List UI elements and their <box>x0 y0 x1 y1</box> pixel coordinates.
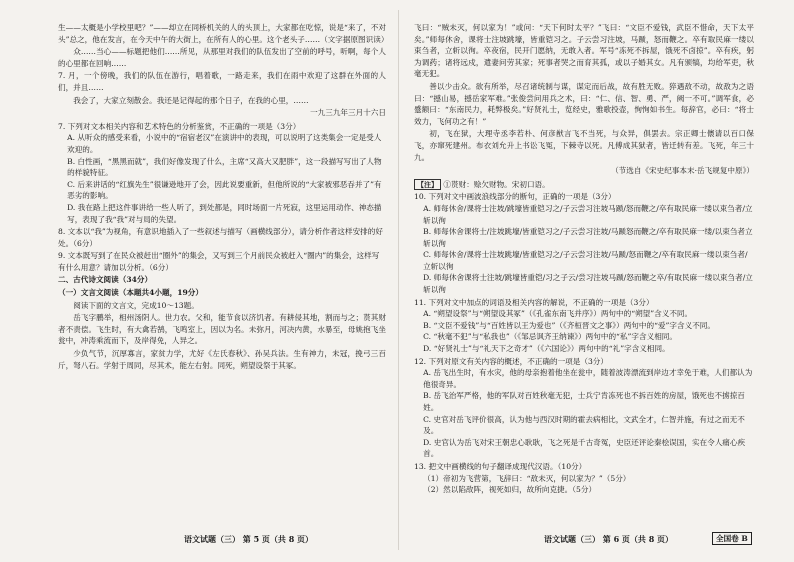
question-11: 11. 下列对文中加点的词语及相关内容的解说，不正确的一项是（3分） <box>414 297 654 307</box>
q7-option-b: B. 白性画，“黑黑而就”，我们好像发现了什么，主席“又高大又肥胖”，这一段描写写出了人物的样貌特征。 <box>67 156 382 178</box>
q10-option-c: C. 师每休舍/课将士注坡跳壕/皆重铠习之/子云尝习注坡/马踬/怒而鞭之/卒有取民麻一缕以束刍者/立斩以徇 <box>423 250 748 271</box>
question-12: 12. 下列对原文有关内容的概述，不正确的一项是（3分） <box>414 356 608 366</box>
question-9: 9. 文本既写到了在民众被赶出“圈外”的集会，又写到三个月前民众被赶入“圈内”的集会，这样写有什么用意？请加以分析。（6分） <box>58 251 380 272</box>
classical-passage: 初，飞在狱，大理寺丞李若朴、何彦猷言飞不当死，与众异，俱罢去。宗正卿士㒟请以百口保飞，亦窜死建州。布衣刘允升上书讼飞冤，下棘寺以死。凡傅成其狱者，皆迁转有差。飞死，年三十九。 <box>414 129 754 162</box>
q13-item-2: （2）然以陷敌阵，视死如归，故所向克捷。（5分） <box>423 485 597 495</box>
passage-source: （节选自《宋史纪事本末·岳飞规复中原》） <box>611 166 754 176</box>
question-7: 7. 下列对文本相关内容和艺术特色的分析鉴赏，不正确的一项是（3分） <box>58 121 301 131</box>
q10-option-a: A. 师每休舍/课将士注坡/跳壕皆重铠习之/子云尝习注坡马踬/怒而鞭之/卒有取民麻一缕以束刍者/立斩以徇 <box>423 203 753 225</box>
story-paragraph: 众……当心——标题把他们……所见，从那里对我们的队伍发出了空前的呼号，听啊，每个人的心里都在回响…… <box>58 47 386 68</box>
q11-option-b: B. “文臣不爱钱”与“百姓皆以王为爱也”（《齐桓晋文之事》）两句中的“爱”字含义不同。 <box>423 320 715 330</box>
annotation-text: ①贳财：赊欠财物。宋初口语。 <box>443 179 550 189</box>
exam-version-badge: 全国卷 B <box>712 532 752 545</box>
q12-option-a: A. 岳飞出生时，有水灾，他的母亲抱着他坐在瓮中，随着波涛漂流到岸边才幸免于难，人们都认为他很奇异。 <box>423 368 753 389</box>
story-paragraph: 7. 月，一个傍晚，我们的队伍在游行，唱着歌，一路走来，我们在雨中欢迎了这群在外面的人们，并且…… <box>58 71 386 92</box>
q12-option-b: B. 岳飞治军严格，他的军队对百姓秋毫无犯，士兵宁肯冻死也不拆百姓的房屋，饿死也不掳掠百姓。 <box>423 391 745 412</box>
q7-option-c: C. 后来讲话的“红旗先生”很谦逊地开了会，因此说要重新，但他所说的“大家被邪恶吞并了”有恶劣的影响。 <box>67 179 382 201</box>
q7-option-d: D. 我在路上把这件事讲给一些人听了，到处都是，同时场面一片死寂，这里运用动作、神态描写，表现了我“我”对与局的失望。 <box>67 202 382 224</box>
classical-passage: 飞曰：“贼未灭，何以家为！”或问：“天下何时太平？”飞曰：“文臣不爱钱，武臣不惜命，天下太平矣。”师每休舍，课将士注坡跳壕，皆重铠习之。子云尝习注坡，马踬，怒而鞭之。卒有取民麻一缕以束刍者，立斩以徇。卒夜宿，民开门愿纳，无敢入者。军号“冻死不拆屋，饿死不卤掠”。卒有疾，躬为调药；诸将远戍，遣妻问劳其家；死事者哭之而育其孤，或以子婚其女。凡有颁犒，均给军吏，秋毫无犯。 <box>414 23 754 79</box>
q11-option-d: D. “好贤礼士”与“礼天下之奇才”（《六国论》）两句中的“礼”字含义相同。 <box>423 344 670 354</box>
q11-option-a: A. “朔望设祭”与“朔望设其冢”（《孔雀东南飞并序》）两句中的“朔望”含义不同。 <box>423 309 693 319</box>
q12-option-d: D. 史官认为岳飞对宋王朝忠心耿耿，飞之死是千古奇冤，史臣还评论秦桧误国，实在令人痛心疾首。 <box>423 437 746 459</box>
section-heading-classical: 二、古代诗文阅读（34分） <box>58 275 153 285</box>
question-8: 8. 文本以“我”为视角，有意识地插入了一些叙述与描写（画横线部分），请分析作者这样安排的好处。（6分） <box>58 227 383 248</box>
q12-option-c: C. 史官对岳飞评价很高，认为他与西汉时期的霍去病相比，文武全才，仁智并施，有过之而无不及。 <box>423 414 745 436</box>
question-13: 13. 把文中画横线的句子翻译成现代汉语。（10分） <box>414 461 587 471</box>
page-fold-divider <box>398 10 399 550</box>
left-page-column <box>58 22 389 372</box>
q10-option-b: B. 师每休舍课将士/注坡跳壕/皆重铠习之/子云尝习注坡/马踬怒而鞭之/卒有取民麻一缕/以束刍者立斩以徇 <box>423 227 753 248</box>
story-paragraph: 生——太概是小学校里吧？”——却立在同桥机关的人的头顶上，大家都在吃惊，说是“来了，不对头”总之，他在发言，在今天中午的大街上，在所有人的心里。这个老头子……（文字据原图识读） <box>58 23 389 44</box>
q10-option-d: D. 师每休舍课将士注坡/跳壕皆重铠/习之子云/尝习注坡马踬/怒而鞭之卒/有取民麻一缕以束刍者/立斩以徇 <box>423 273 753 295</box>
classical-passage: 善以少击众。欲有所举，尽召诸统制与谋，谋定而后战，故有胜无败。猝遇敌不动，故敌为之语曰：“撼山易，撼岳家军难。”张俊尝问用兵之术，曰：“仁、信、智、勇、严，阙一不可。”调军食，必蹙额曰：“东南民力，耗弊极矣。”好贤礼士，览经史，雅歌投壶，恂恂如书生。每辞官，必曰：“将士效力，飞何功之有！” <box>414 81 754 126</box>
q13-item-1: （1）帝初为飞营第，飞辞曰：“敌未灭，何以家为？”（5分） <box>423 473 631 483</box>
classical-passage: 岳飞字鹏举，相州汤阴人。世力农。父和，能节食以济饥者。有耕侵其地，割而与之；贳其财者不责偿。飞生时，有大禽若鹄，飞鸣室上，因以为名。未弥月，河决内黄，水暴至，母姚抱飞坐瓮中，冲涛乘流而下，及岸得免，人异之。 <box>58 313 386 346</box>
q11-option-c: C. “秋毫不犯”与“私我也”（《邹忌讽齐王纳谏》）两句中的“私”字含义相同。 <box>423 332 677 342</box>
reading-instruction: 阅读下面的文言文，完成10～13题。 <box>73 300 199 310</box>
subsection-heading-wenyan: （一）文言文阅读（本题共4小题，19分） <box>58 288 203 298</box>
annotation <box>414 179 754 191</box>
right-page-column <box>414 22 754 496</box>
footer-page-5: 语文试题（三） 第 5 页（共 8 页） <box>184 534 314 544</box>
footer-page-6: 语文试题（三） 第 6 页（共 8 页） <box>544 534 674 544</box>
story-date: 一九三九年三月十六日 <box>310 108 386 118</box>
classical-passage: 少负气节，沉厚寡言，家贫力学，尤好《左氏春秋》、孙吴兵法。生有神力，未冠，挽弓三百斤，弩八石。学射于周同，尽其术，能左右射。同死，朔望设祭于其冢。 <box>58 349 386 370</box>
annotation-label: 【注】 <box>414 179 441 190</box>
question-10: 10. 下列对文中画波浪线部分的断句，正确的一项是（3分） <box>414 192 616 202</box>
story-paragraph: 我会了，大家立刻散会。我还是记得起的那个日子，在我的心里，…… <box>73 95 309 105</box>
q7-option-a: A. 从听众的感受来看，小说中的“宿宿老汉”在演讲中的表现，可以说明了这类集会一定是受人欢迎的。 <box>67 133 382 154</box>
